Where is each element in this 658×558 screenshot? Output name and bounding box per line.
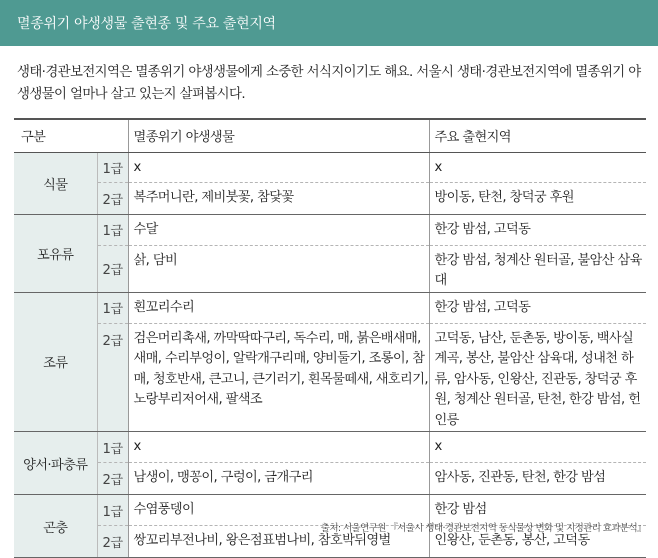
category-plant: 식물	[14, 152, 97, 214]
region-cell: 한강 밤섬, 고덕동	[429, 292, 646, 323]
species-cell: 남생이, 맹꽁이, 구렁이, 금개구리	[128, 463, 429, 495]
category-amphibian-reptile: 양서·파충류	[14, 432, 97, 495]
region-cell: 한강 밤섬	[429, 495, 646, 526]
header-banner	[0, 0, 658, 46]
grade-cell: 1급	[97, 495, 128, 526]
region-cell: x	[429, 152, 646, 182]
table-row	[14, 292, 646, 323]
table-row	[14, 432, 646, 463]
grade-cell: 1급	[97, 152, 128, 182]
header-region: 주요 출현지역	[429, 119, 646, 152]
region-cell: 방이동, 탄천, 창덕궁 후원	[429, 182, 646, 214]
table-header-row	[14, 119, 646, 152]
intro-text: 생태·경관보전지역은 멸종위기 야생생물에게 소중한 서식지이기도 해요. 서울시 생태·경관보전지역에 멸종위기 야생생물이 얼마나 살고 있는지 살펴봅시다.	[17, 65, 641, 102]
species-table	[14, 118, 646, 558]
region-cell: x	[429, 432, 646, 463]
region-cell: 고덕동, 남산, 둔촌동, 방이동, 백사실 계곡, 봉산, 불암산 삼육대, 성내천 하류, 암사동, 인왕산, 진관동, 창덕궁 후원, 청계산 원터골, 탄천, 한강 밤섬, 헌인릉	[429, 323, 646, 432]
table-row	[14, 323, 646, 432]
region-cell: 한강 밤섬, 청계산 원터골, 불암산 삼육대	[429, 245, 646, 292]
species-cell: x	[128, 432, 429, 463]
source-note: 출처: 서울연구원 『서울시 생태·경관보전지역 동식물상 변화 및 지정관리 효과분석』	[320, 523, 646, 534]
species-cell: 쌍꼬리부전나비, 왕은점표범나비, 참호박뒤영벌	[128, 526, 429, 558]
header-category: 구분	[14, 119, 128, 152]
grade-cell: 1급	[97, 214, 128, 245]
region-cell: 인왕산, 둔촌동, 봉산, 고덕동	[429, 526, 646, 558]
species-cell: 흰꼬리수리	[128, 292, 429, 323]
region-cell: 한강 밤섬, 고덕동	[429, 214, 646, 245]
banner-title: 멸종위기 야생생물 출현종 및 주요 출현지역	[17, 16, 276, 32]
category-mammal: 포유류	[14, 214, 97, 292]
species-cell: 수달	[128, 214, 429, 245]
species-cell: 검은머리촉새, 까막딱따구리, 독수리, 매, 붉은배새매, 새매, 수리부엉이, 알락개구리매, 양비둘기, 조롱이, 참매, 청호반새, 큰고니, 큰기러기, 흰목물떼새, 새호리기, 노랑부리저어새, 팔색조	[128, 323, 429, 432]
grade-cell: 1급	[97, 432, 128, 463]
table-row	[14, 152, 646, 182]
grade-cell: 2급	[97, 182, 128, 214]
grade-cell: 1급	[97, 292, 128, 323]
category-bird: 조류	[14, 292, 97, 432]
header-species: 멸종위기 야생생물	[128, 119, 429, 152]
species-cell: 삵, 담비	[128, 245, 429, 292]
grade-cell: 2급	[97, 323, 128, 432]
grade-cell: 2급	[97, 463, 128, 495]
species-cell: 수염풍뎅이	[128, 495, 429, 526]
grade-cell: 2급	[97, 245, 128, 292]
table-row	[14, 463, 646, 495]
species-cell: x	[128, 152, 429, 182]
species-cell: 복주머니란, 제비붓꽃, 참닻꽃	[128, 182, 429, 214]
grade-cell: 2급	[97, 526, 128, 558]
table-row	[14, 245, 646, 292]
region-cell: 암사동, 진관동, 탄천, 한강 밤섬	[429, 463, 646, 495]
table-row	[14, 214, 646, 245]
category-insect: 곤충	[14, 495, 97, 558]
table-row	[14, 182, 646, 214]
